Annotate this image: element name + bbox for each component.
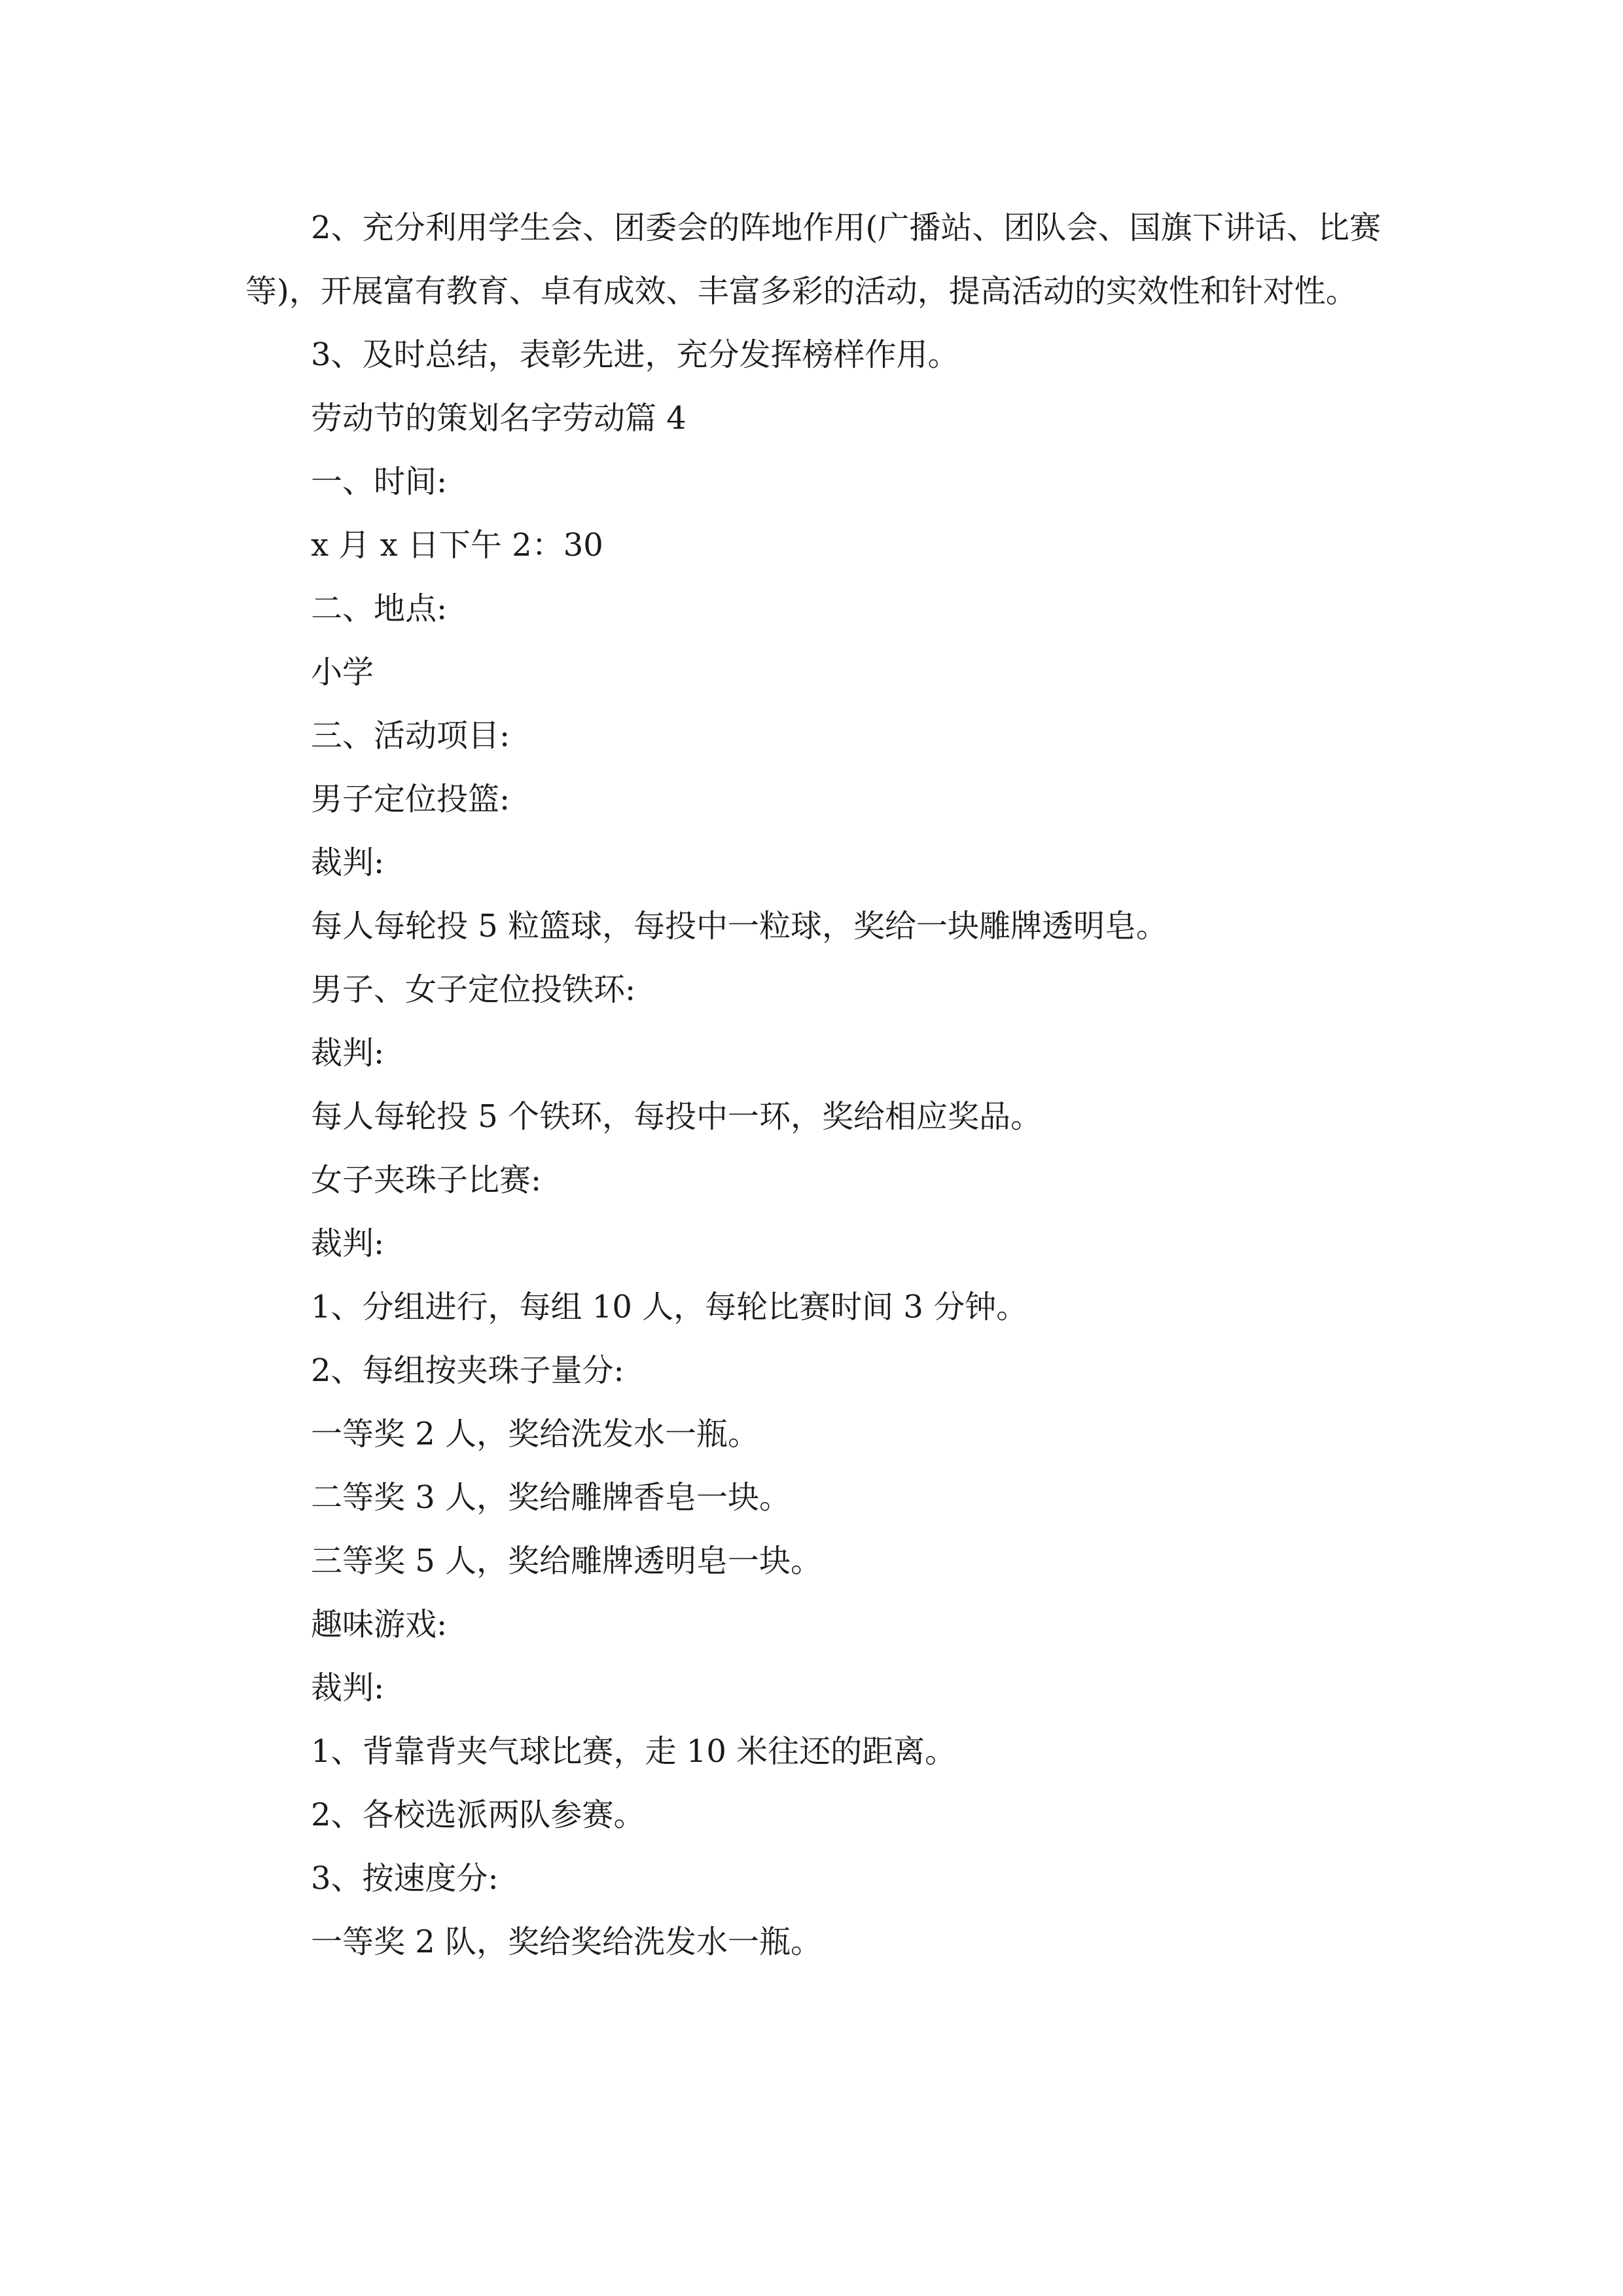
time-value: x 月 x 日下午 2：30 (311, 527, 603, 564)
text-line: 3、按速度分: (311, 1860, 499, 1897)
text-line: 每人每轮投 5 粒篮球，每投中一粒球，奖给一块雕牌透明皂。 (311, 908, 1168, 944)
prize-line: 一等奖 2 队，奖给奖给洗发水一瓶。 (311, 1924, 823, 1960)
heading-activities: 三、活动项目: (311, 717, 510, 754)
text-line: 2、各校选派两队参赛。 (311, 1797, 645, 1833)
activity-title: 男子、女子定位投铁环: (311, 971, 636, 1008)
activity-title: 趣味游戏: (311, 1606, 448, 1643)
referee-line: 裁判: (311, 1225, 385, 1262)
heading-time: 一、时间: (311, 463, 448, 500)
location-value: 小学 (311, 654, 374, 691)
paragraph: 2、充分利用学生会、团委会的阵地作用(广播站、团队会、国旗下讲话、比赛等)，开展富有教育、卓有成效、丰富多彩的活动，提高活动的实效性和针对性。 (245, 209, 1381, 310)
prize-line: 三等奖 5 人，奖给雕牌透明皂一块。 (311, 1543, 823, 1579)
referee-line: 裁判: (311, 844, 385, 881)
text-line: 1、背靠背夹气球比赛，走 10 米往还的距离。 (311, 1733, 957, 1770)
text-line: 1、分组进行，每组 10 人，每轮比赛时间 3 分钟。 (311, 1289, 1028, 1325)
heading-location: 二、地点: (311, 590, 448, 627)
referee-line: 裁判: (311, 1035, 385, 1071)
prize-line: 二等奖 3 人，奖给雕牌香皂一块。 (311, 1479, 791, 1516)
section-title: 劳动节的策划名字劳动篇 4 (311, 400, 687, 437)
text-line: 每人每轮投 5 个铁环，每投中一环，奖给相应奖品。 (311, 1098, 1043, 1135)
text-line: 2、每组按夹珠子量分: (311, 1352, 624, 1389)
activity-title: 女子夹珠子比赛: (311, 1162, 542, 1198)
activity-title: 男子定位投篮: (311, 781, 510, 817)
prize-line: 一等奖 2 人，奖给洗发水一瓶。 (311, 1416, 760, 1452)
paragraph: 3、及时总结，表彰先进，充分发挥榜样作用。 (311, 336, 959, 373)
referee-line: 裁判: (311, 1670, 385, 1706)
document-body (245, 196, 1381, 1974)
